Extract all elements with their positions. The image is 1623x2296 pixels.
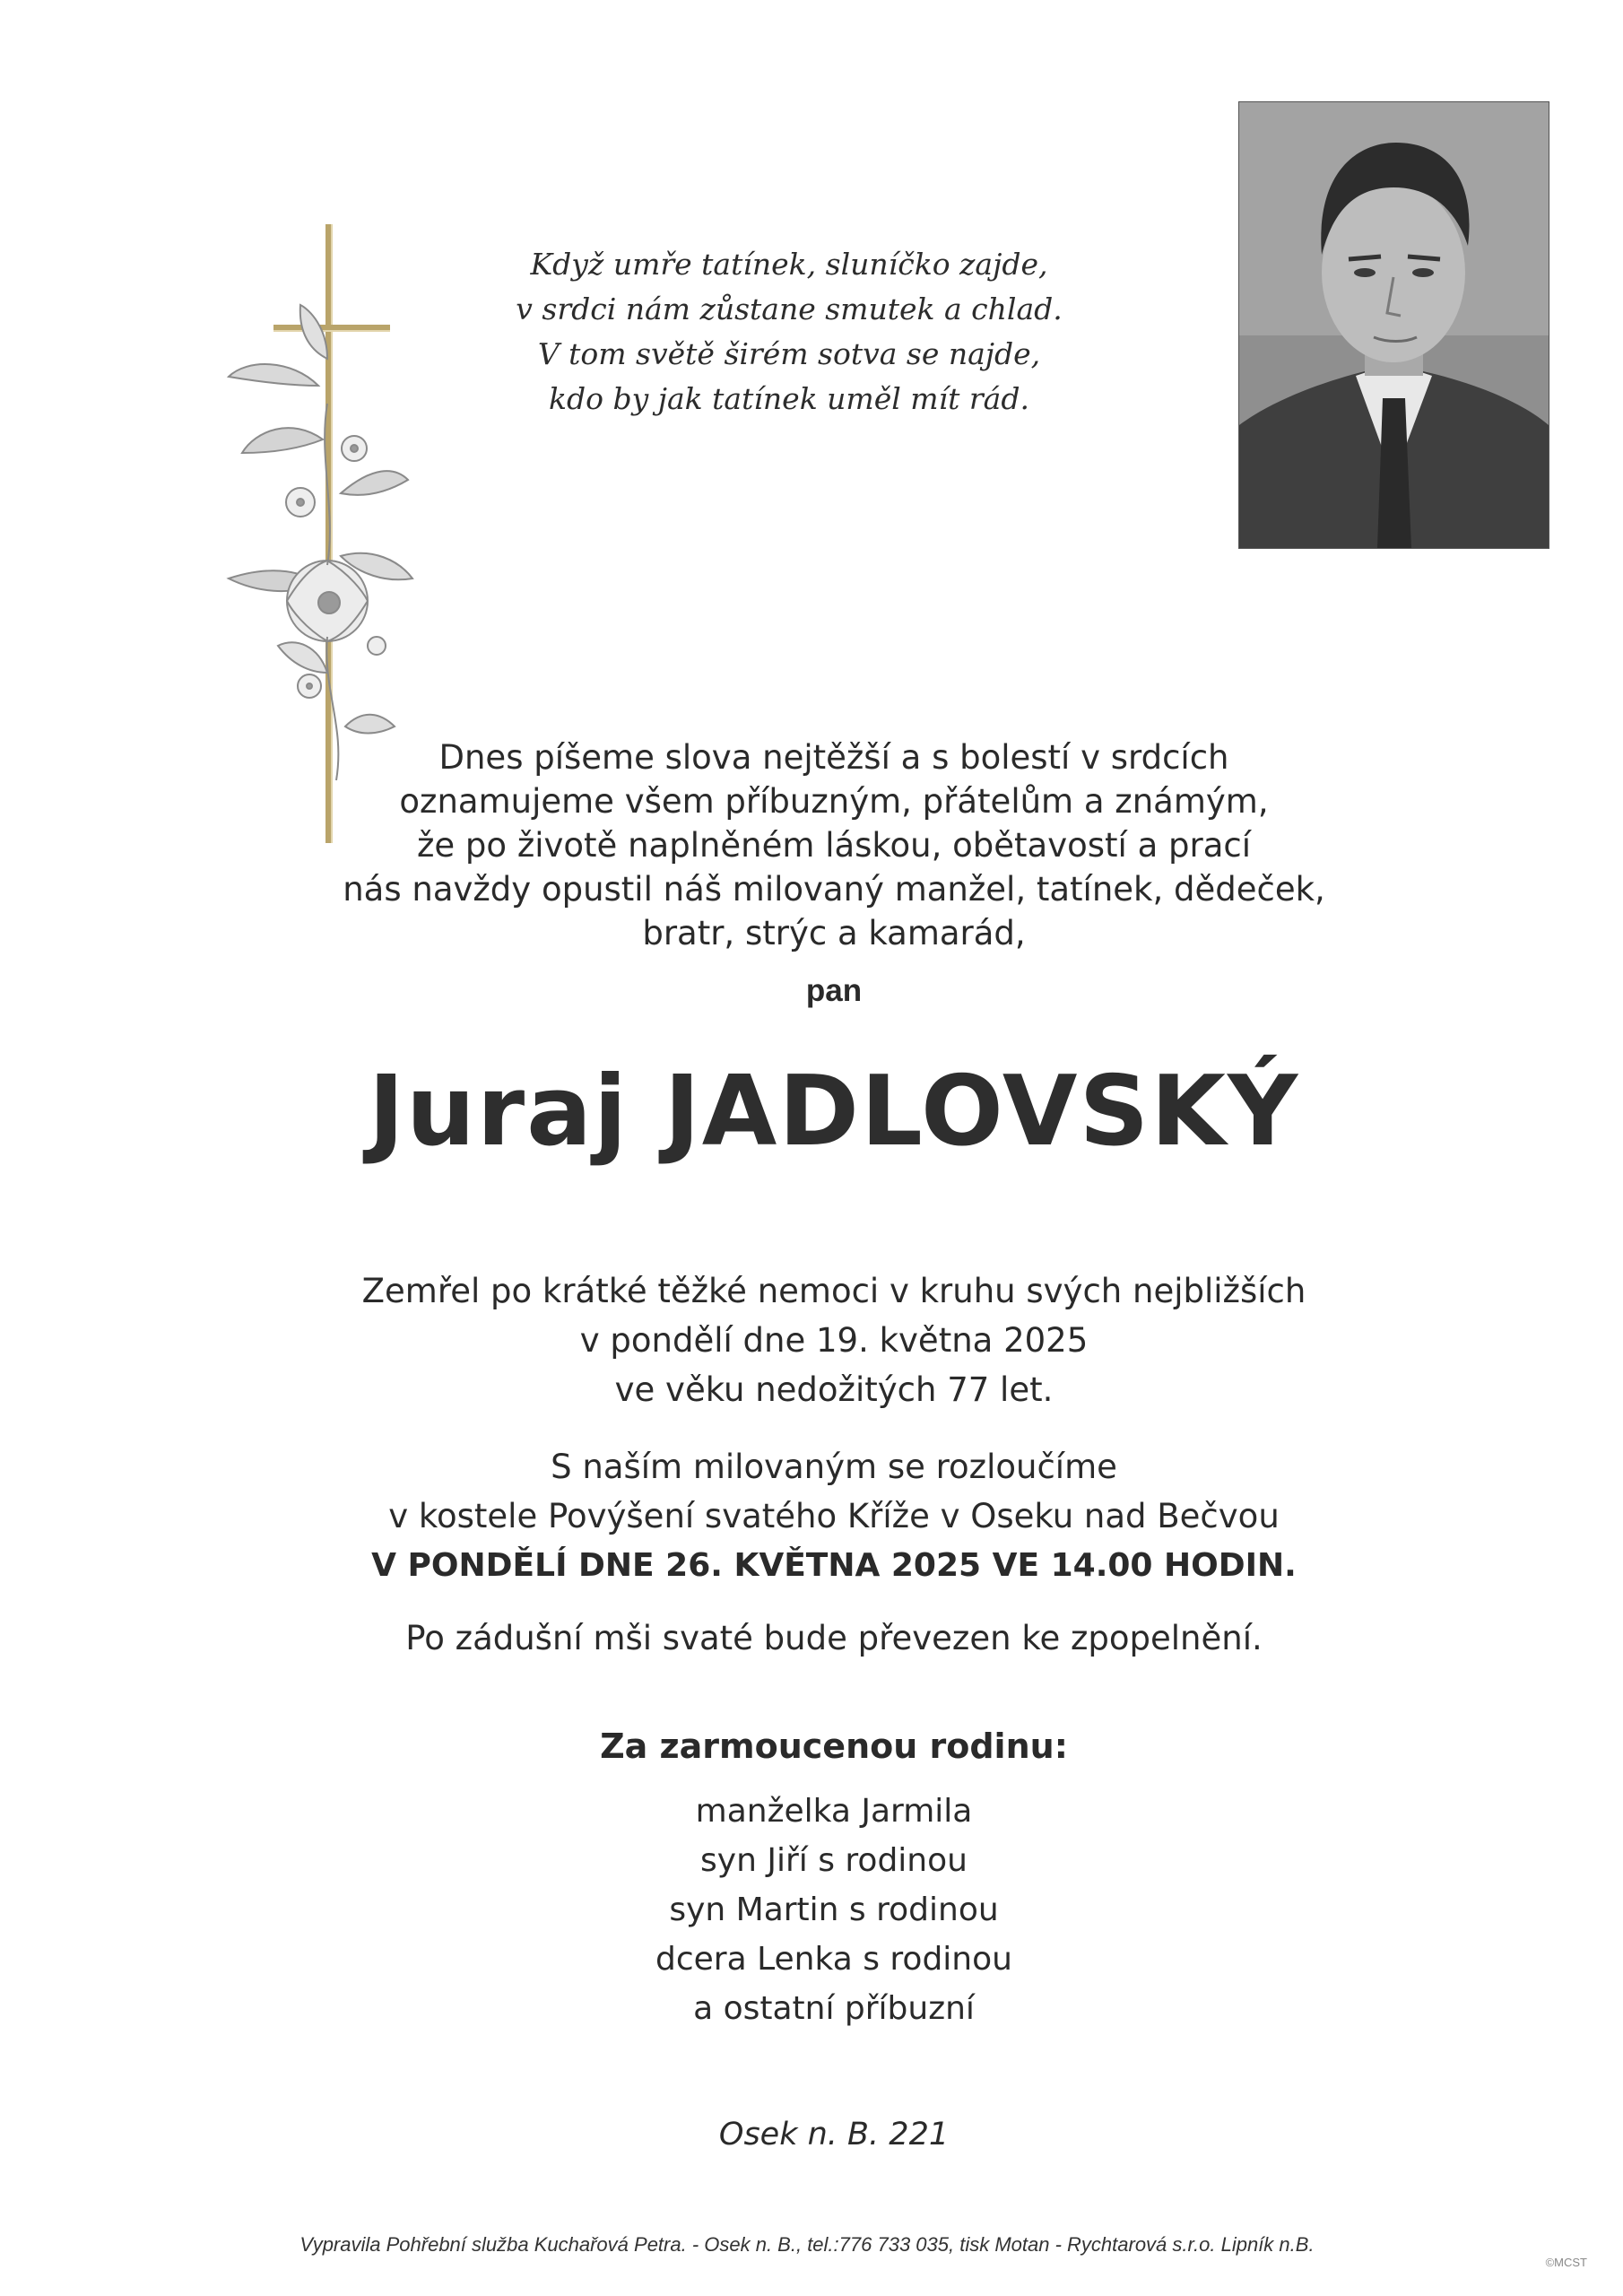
intro-line: oznamujeme všem příbuzným, přátelům a známým, — [399, 782, 1269, 821]
intro-line: Dnes píšeme slova nejtěžší a s bolestí v srdcích — [438, 738, 1229, 777]
copyright-mark: ©MCST — [1545, 2256, 1587, 2269]
farewell-details — [296, 1442, 1372, 1590]
family-member: syn Jiří s rodinou — [700, 1842, 968, 1879]
farewell-line: v kostele Povýšení svatého Kříže v Oseku nad Bečvou — [388, 1497, 1280, 1535]
farewell-line: S naším milovaným se rozloučíme — [551, 1448, 1117, 1486]
family-heading: Za zarmoucenou rodinu: — [600, 1726, 1068, 1766]
death-line: ve věku nedožitých 77 let. — [614, 1370, 1054, 1409]
cremation-note: Po zádušní mši svaté bude převezen ke zpopelnění. — [405, 1619, 1263, 1657]
intro-line: bratr, strýc a kamarád, — [642, 914, 1026, 952]
portrait-photo — [1238, 101, 1549, 549]
address: Osek n. B. 221 — [718, 2117, 950, 2152]
family-member: dcera Lenka s rodinou — [655, 1941, 1012, 1978]
deceased-name: Juraj JADLOVSKÝ — [368, 1056, 1300, 1168]
intro-text — [296, 735, 1372, 955]
poem-line: Když umře tatínek, sluníčko zajde, — [530, 247, 1048, 282]
family-list — [296, 1787, 1372, 2033]
poem-line: V tom světě širém sotva se najde, — [537, 336, 1041, 371]
footer-credit: Vypravila Pohřební služba Kuchařová Petra. - Osek n. B., tel.:776 733 035, tisk Motan - Rychtarová s.r.o. Lipník n.B. — [299, 2233, 1315, 2256]
family-member: syn Martin s rodinou — [669, 1892, 999, 1928]
farewell-date: V PONDĚLÍ DNE 26. KVĚTNA 2025 VE 14.00 HODIN. — [371, 1547, 1297, 1584]
intro-line: že po životě naplněném láskou, obětavostí a prací — [416, 826, 1252, 865]
death-line: Zemřel po krátké těžké nemoci v kruhu svých nejbližších — [361, 1272, 1306, 1310]
poem-line: v srdci nám zůstane smutek a chlad. — [516, 291, 1063, 326]
death-details — [296, 1266, 1372, 1414]
intro-line: nás navždy opustil náš milovaný manžel, tatínek, dědeček, — [343, 870, 1325, 909]
family-member: manželka Jarmila — [695, 1793, 973, 1830]
death-line: v pondělí dne 19. května 2025 — [579, 1321, 1089, 1360]
poem-line: kdo by jak tatínek uměl mít rád. — [549, 381, 1029, 416]
family-member: a ostatní příbuzní — [693, 1990, 975, 2027]
title-prefix: pan — [805, 973, 863, 1008]
poem — [502, 242, 1076, 422]
